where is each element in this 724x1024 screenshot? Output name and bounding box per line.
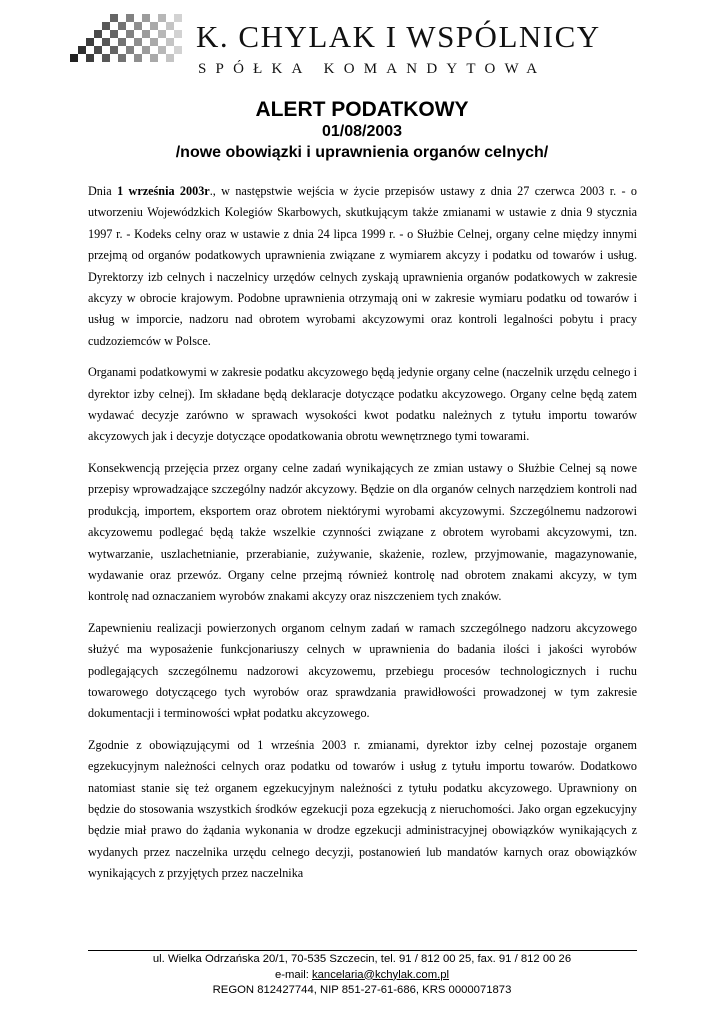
logo-square bbox=[118, 22, 126, 30]
logo-square bbox=[174, 46, 182, 54]
checkered-squares-logo bbox=[62, 14, 186, 62]
logo-square bbox=[102, 22, 110, 30]
effective-date-suffix: r bbox=[204, 184, 210, 198]
logo-square bbox=[110, 14, 118, 22]
footer-address: ul. Wielka Odrzańska 20/1, 70-535 Szczecin, tel. 91 / 812 00 25, fax. 91 / 812 00 26 bbox=[152, 953, 572, 965]
footer-email-line bbox=[0, 968, 724, 984]
logo-square bbox=[174, 14, 182, 22]
footer-email-label: e-mail: bbox=[274, 968, 312, 981]
alert-subtitle: /nowe obowiązki i uprawnienia organów celnych/ bbox=[175, 144, 549, 161]
logo-square bbox=[142, 14, 150, 22]
logo-square bbox=[126, 30, 134, 38]
logo-square bbox=[118, 54, 126, 62]
logo-square bbox=[78, 46, 86, 54]
firm-legal-form: SPÓŁKA KOMANDYTOWA bbox=[198, 61, 547, 77]
paragraph-5: Zgodnie z obowiązującymi od 1 września 2003 r. zmianami, dyrektor izby celnej pozostaje organem egzekucyjnym należności celnych oraz podatku od towarów i usług z tytułu importu towarów. Dodatkowo natomiast stanie się też organem egzekucyjnym należności z tytułu podatku akcyzowego. Uprawniony on będzie do stosowania wszystkich środków egzekucji poza egzekucją z nieruchomości. Jako organ egzekucyjny będzie miał prawo do żądania wykonania w drodze egzekucji administracyjnej obowiązków wynikających z wydanych przez naczelnika urzędu celnego decyzji, postanowień lub mandatów karnych oraz obowiązków wynikających z przyjętych przez naczelnika bbox=[88, 737, 637, 881]
logo-square bbox=[94, 30, 102, 38]
logo-square bbox=[126, 46, 134, 54]
paragraph-1-intro: Dnia bbox=[88, 184, 118, 198]
footer-divider bbox=[88, 950, 637, 951]
firm-name: K. CHYLAK I WSPÓLNICY bbox=[196, 19, 601, 54]
logo-square bbox=[118, 38, 126, 46]
paragraph-2: Organami podatkowymi w zakresie podatku akcyzowego będą jedynie organy celne (naczelnik urzędu celnego i dyrektor izby celnej). Im składane będą deklaracje dotyczące podatku akcyzowego. Organy celne będą zatem wydawać decyzje zarówno w sprawach wysokości kwot podatku należnych z tytułu importu towarów akcyzowych jak i decyzje dotyczące opodatkowania obrotu wewnętrznego tymi towarami. bbox=[88, 365, 637, 444]
effective-date: 1 września 2003 bbox=[117, 184, 205, 198]
logo-square bbox=[150, 22, 158, 30]
logo-square bbox=[126, 14, 134, 22]
paragraph-1-text: ., w następstwie wejścia w życie przepisów ustawy z dnia 27 czerwca 2003 r. - o utworzeniu Wojewódzkich Kolegiów Skarbowych, skutkującym także zmianami w ustawie z dnia 9 stycznia 1997 r. - Kodeks celny oraz w ustawie z dnia 24 lipca 1999 r. - o Służbie Celnej, organy celne między innymi przejmą od organów podatkowych uprawnienia związane z wymiarem akcyzy i podatku od towarów i usług. Dyrektorzy izb celnych i naczelnicy urzędów celnych zyskają uprawnienia organów podatkowych w zakresie akcyzy w obrocie krajowym. Podobne uprawnienia otrzymają oni w zakresie wymiaru podatku od towarów i usług w imporcie, nadzoru nad obrotem wyrobami akcyzowymi oraz kontroli legalności pobytu i pracy cudzoziemców w Polsce. bbox=[88, 184, 638, 348]
logo-square bbox=[86, 38, 94, 46]
alert-header bbox=[0, 98, 724, 164]
logo-square bbox=[158, 46, 166, 54]
logo-square bbox=[110, 46, 118, 54]
logo-square bbox=[150, 38, 158, 46]
footer-email-link[interactable]: kancelaria@kchylak.com.pl bbox=[312, 968, 450, 981]
logo-square bbox=[70, 54, 78, 62]
logo-square bbox=[158, 14, 166, 22]
logo-square bbox=[142, 46, 150, 54]
logo-square bbox=[166, 22, 174, 30]
logo-square bbox=[102, 54, 110, 62]
logo-square bbox=[150, 54, 158, 62]
alert-date: 01/08/2003 bbox=[321, 123, 403, 140]
alert-title: ALERT PODATKOWY bbox=[255, 98, 469, 121]
logo-square bbox=[110, 30, 118, 38]
footer-registry: REGON 812427744, NIP 851-27-61-686, KRS 0000071873 bbox=[212, 984, 512, 996]
logo-square bbox=[134, 54, 142, 62]
logo-square bbox=[166, 38, 174, 46]
logo-square bbox=[174, 30, 182, 38]
footer bbox=[0, 952, 724, 999]
logo-square bbox=[134, 22, 142, 30]
paragraph-4: Zapewnieniu realizacji powierzonych organom celnym zadań w ramach szczególnego nadzoru akcyzowego służyć ma wyposażenie funkcjonariuszy celnych w uprawnienia do badania ilości i jakości wyrobów podlegających szczególnemu nadzorowi akcyzowemu, przebiegu procesów technologicznych i ruchu towarowego dotyczącego tych wyrobów oraz sprawdzania prawidłowości prowadzonej w tym zakresie dokumentacji i terminowości wpłat podatku akcyzowego. bbox=[88, 620, 637, 721]
logo-square bbox=[94, 46, 102, 54]
logo-square bbox=[86, 54, 94, 62]
paragraph-1 bbox=[88, 181, 637, 352]
paragraph-3: Konsekwencją przejęcia przez organy celne zadań wynikających ze zmian ustawy o Służbie Celnej są nowe przepisy wprowadzające szczególny nadzór akcyzowy. Będzie on dla organów celnych narzędziem kontroli nad produkcją, importem, eksportem oraz obrotem niektórymi wyrobami akcyzowymi. Szczególnemu nadzorowi akcyzowemu podlegać będą także wszelkie czynności związane z obrotem wyrobami akcyzowymi, tzn. wytwarzanie, uszlachetnianie, przerabianie, zużywanie, skażenie, rozlew, przyjmowanie, magazynowanie, wydawanie oraz przewóz. Organy celne przejmą również kontrolę nad obrotem znakami akcyzy, w tym kontrolę nad oznaczaniem wyrobów znakami akcyzy oraz niszczeniem tych znaków. bbox=[88, 460, 637, 604]
logo-square bbox=[158, 30, 166, 38]
logo-square bbox=[142, 30, 150, 38]
logo-square bbox=[102, 38, 110, 46]
logo-square bbox=[134, 38, 142, 46]
document-body bbox=[88, 181, 637, 895]
logo-square bbox=[166, 54, 174, 62]
